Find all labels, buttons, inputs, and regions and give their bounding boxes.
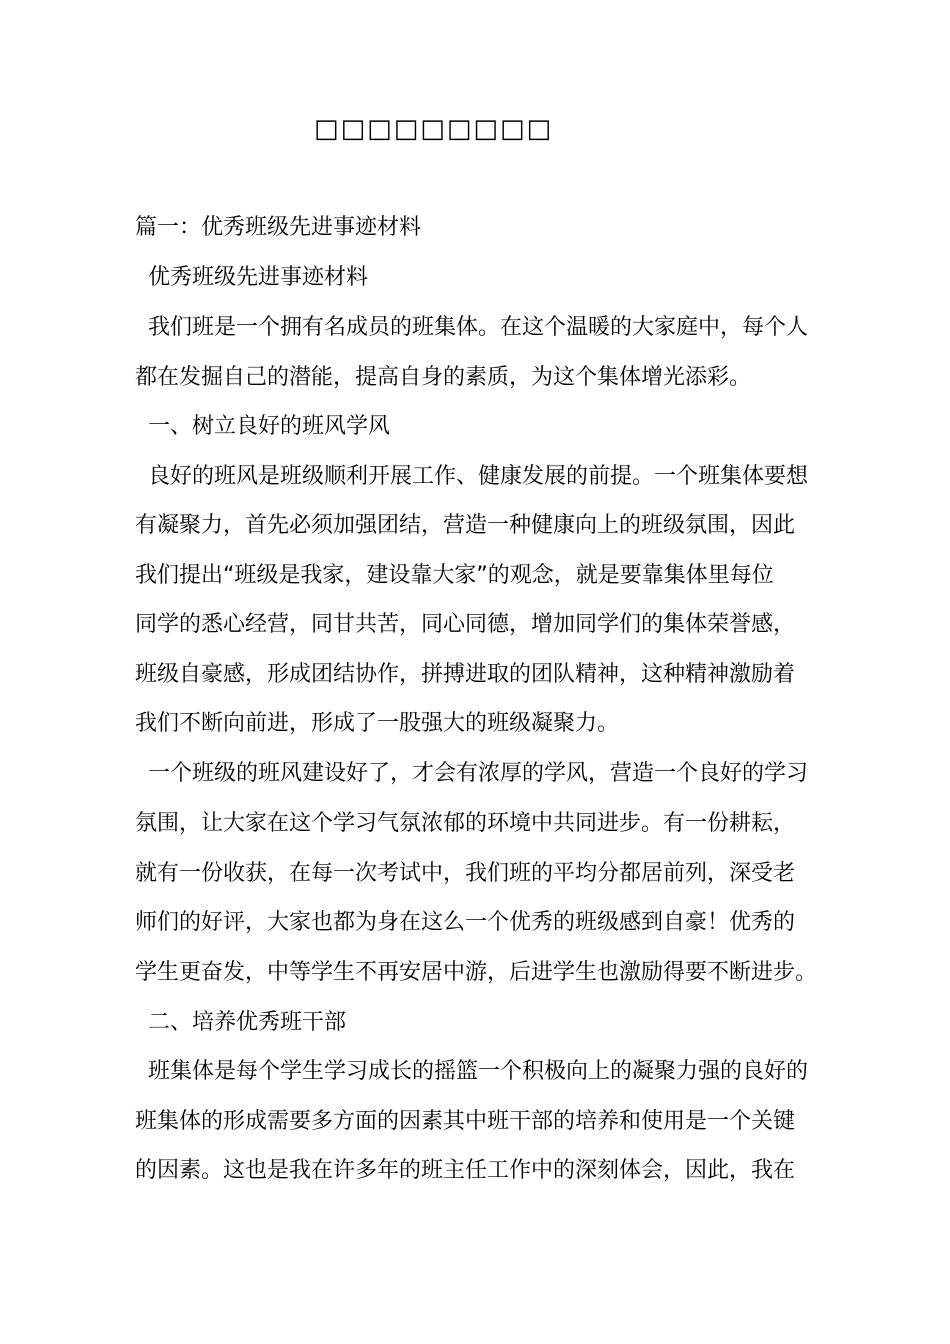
paragraph-line: 同学的悉心经营，同甘共苦，同心同德，增加同学们的集体荣誉感，: [135, 612, 796, 637]
paragraph-line: 我们提出“班级是我家，建设靠大家”的观念，就是要靠集体里每位: [135, 563, 774, 588]
paragraph-line: 就有一份收获，在每一次考试中，我们班的平均分都居前列，深受老: [135, 861, 796, 886]
paragraph-line: 都在发掘自己的潜能，提高自身的素质，为这个集体增光添彩。: [135, 365, 752, 390]
paragraph-line: 我们班是一个拥有名成员的班集体。在这个温暖的大家庭中，每个人: [148, 315, 809, 340]
paragraph-line: 我们不断向前进，形成了一股强大的班级凝聚力。: [135, 711, 620, 736]
paragraph-line: 师们的好评，大家也都为身在这么一个优秀的班级感到自豪！优秀的: [135, 910, 796, 935]
paragraph-line: 学生更奋发，中等学生不再安居中游，后进学生也激励得要不断进步。: [135, 960, 818, 985]
paragraph-line: 氛围，让大家在这个学习气氛浓郁的环境中共同进步。有一份耕耘，: [135, 811, 796, 836]
article-title: 优秀班级先进事迹材料: [148, 265, 369, 290]
section-heading: 篇一：优秀班级先进事迹材料: [135, 215, 422, 240]
paragraph-line: 良好的班风是班级顺利开展工作、健康发展的前提。一个班集体要想: [148, 464, 809, 489]
subheading: 一、树立良好的班风学风: [148, 414, 391, 439]
paragraph-line: 班集体的形成需要多方面的因素其中班干部的培养和使用是一个关键: [135, 1109, 796, 1134]
paragraph-line: 有凝聚力，首先必须加强团结，营造一种健康向上的班级氛围，因此: [135, 513, 796, 538]
document-title: □□□□□□□□□: [314, 114, 554, 144]
paragraph-line: 班级自豪感，形成团结协作，拼搏进取的团队精神，这种精神激励着: [135, 662, 796, 687]
subheading: 二、培养优秀班干部: [148, 1010, 347, 1035]
paragraph-line: 一个班级的班风建设好了，才会有浓厚的学风，营造一个良好的学习: [148, 761, 809, 786]
paragraph-line: 班集体是每个学生学习成长的摇篮一个积极向上的凝聚力强的良好的: [148, 1059, 809, 1084]
paragraph-line: 的因素。这也是我在许多年的班主任工作中的深刻体会，因此，我在: [135, 1158, 796, 1183]
